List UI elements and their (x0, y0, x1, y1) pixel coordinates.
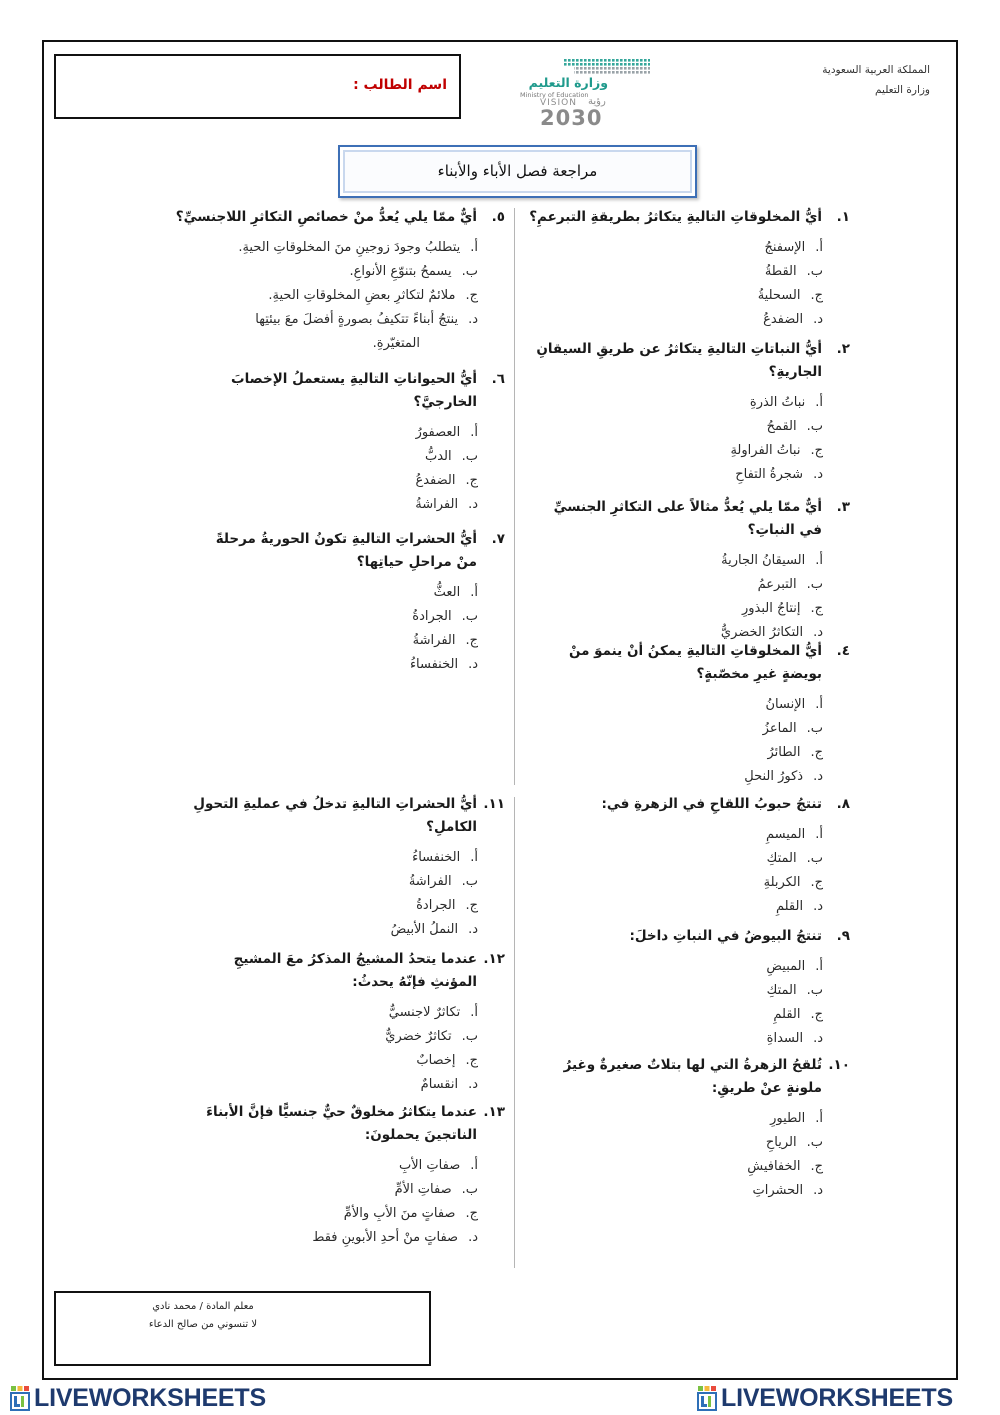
answer-option[interactable] (180, 493, 505, 517)
option-letter: ب. (461, 264, 478, 279)
answer-option[interactable] (520, 979, 850, 1003)
option-letter: د. (813, 312, 823, 327)
country-name: المملكة العربية السعودية (822, 64, 930, 76)
answer-option[interactable] (520, 1155, 850, 1179)
liveworksheets-brand-text: LIVEWORKSHEETS (721, 1384, 953, 1412)
ministry-logo (518, 56, 653, 128)
option-text: العثُّ (433, 585, 461, 600)
question-text: أيُّ الحشراتِ التاليةِ تكونُ الحوريةُ مرحلةً (215, 531, 477, 547)
question-7 (180, 528, 505, 677)
option-letter: ب. (806, 1135, 823, 1150)
answer-option[interactable] (180, 605, 505, 629)
option-text: السيقانُ الجاريةُ (721, 553, 806, 568)
option-text: الطائرُ (767, 745, 801, 760)
teacher-signature-box (54, 1291, 431, 1366)
worksheet-title: مراجعة فصل الأباء والأبناء (338, 145, 697, 198)
option-letter: ج. (465, 633, 478, 648)
question-number: ١. (836, 209, 850, 225)
question-text: الخارجيَّ؟ (413, 394, 477, 410)
option-text: التبرعمُ (757, 577, 797, 592)
answer-option[interactable] (520, 741, 850, 765)
question-stem (180, 528, 505, 551)
option-text: ذكورُ النحلِ (744, 769, 804, 784)
answer-option[interactable] (520, 260, 850, 284)
option-letter: د. (468, 1230, 478, 1245)
option-text: الإسفنجُ (764, 240, 806, 255)
answer-option[interactable] (180, 1073, 505, 1097)
question-number: ٤. (836, 643, 850, 659)
option-text: السحليةُ (757, 288, 801, 303)
option-letter: أ. (815, 1111, 823, 1126)
liveworksheets-logo-icon (10, 1385, 30, 1411)
option-letter: ج. (810, 1159, 823, 1174)
option-letter: أ. (470, 1005, 478, 1020)
logo-vision-arabic: رؤية (588, 96, 606, 107)
question-stem-continued (180, 816, 505, 839)
option-letter: أ. (815, 240, 823, 255)
option-text: القطةُ (764, 264, 797, 279)
question-stem-continued (520, 519, 850, 542)
option-letter: ب. (461, 609, 478, 624)
answer-option[interactable] (180, 284, 505, 308)
option-text: ملائمٌ لتكاثرِ بعضِ المخلوقاتِ الحيةِ. (268, 288, 456, 303)
option-text: الخنفساءُ (412, 850, 461, 865)
answer-option[interactable] (520, 895, 850, 919)
option-letter: ب. (461, 1029, 478, 1044)
option-letter: ج. (465, 1206, 478, 1221)
option-letter: ج. (810, 443, 823, 458)
option-letter: أ. (470, 1158, 478, 1173)
option-text: الفراشةُ (415, 497, 459, 512)
option-text: صفاتٍ منَ الأبِ والأمِّ (343, 1206, 456, 1221)
question-text: أيُّ الحشراتِ التاليةِ تدخلُ في عمليةِ التحولِ (193, 796, 477, 812)
option-letter: ب. (461, 1182, 478, 1197)
answer-option[interactable] (520, 236, 850, 260)
answer-option[interactable] (180, 653, 505, 677)
teacher-name: معلم المادة / محمد نادي (152, 1301, 254, 1312)
answer-option[interactable] (180, 1226, 505, 1250)
option-text: الماعزُ (762, 721, 797, 736)
liveworksheets-logo-icon (697, 1385, 717, 1411)
logo-ministry-arabic: وزارة التعليم (528, 75, 608, 90)
answer-options (180, 581, 505, 677)
question-stem-continued (180, 551, 505, 574)
option-text: الضفدعُ (763, 312, 804, 327)
question-text: تنتجُ البيوضُ في النباتِ داخلَ: (629, 928, 822, 944)
option-text: الدبُّ (424, 449, 452, 464)
option-letter: د. (468, 657, 478, 672)
question-stem (520, 1054, 850, 1077)
answer-option[interactable] (520, 693, 850, 717)
question-stem (180, 1101, 505, 1124)
option-letter: ب. (461, 874, 478, 889)
liveworksheets-brand-text: LIVEWORKSHEETS (34, 1384, 266, 1412)
answer-option-continued[interactable] (180, 332, 505, 356)
teacher-signature (118, 1298, 288, 1334)
option-letter: ج. (465, 898, 478, 913)
answer-option[interactable] (180, 445, 505, 469)
question-text: أيُّ النباتاتِ التاليةِ يتكاثرُ عن طريقِ السيقانِ (536, 341, 822, 357)
answer-options (180, 236, 505, 356)
question-number: ١٠. (828, 1057, 850, 1073)
answer-option[interactable] (180, 469, 505, 493)
option-letter: أ. (470, 240, 478, 255)
question-stem (180, 368, 505, 391)
question-text: أيُّ الحيواناتِ التاليةِ يستعملُ الإخصابَ (231, 371, 477, 387)
answer-option[interactable] (520, 847, 850, 871)
option-letter: ج. (810, 745, 823, 760)
question-number: ٩. (836, 928, 850, 944)
question-12 (180, 948, 505, 1097)
option-text: ينتجُ أبناءً تتكيفُ بصورةٍ أفضلَ معَ بيئتِها (255, 312, 459, 327)
option-letter: د. (468, 1077, 478, 1092)
option-text: العصفورُ (415, 425, 461, 440)
question-text: أيٌّ ممّا يلي يُعدُّ منْ خصائصِ التكاثرِ اللاجنسيِّ؟ (175, 209, 477, 225)
option-letter: ب. (806, 577, 823, 592)
option-text: الفراشةُ (412, 633, 456, 648)
option-letter: د. (468, 497, 478, 512)
question-number: ٦. (491, 371, 505, 387)
student-name-label: اسم الطالب : (353, 77, 447, 93)
question-stem-continued (180, 391, 505, 414)
option-text: شجرةُ التفاحِ (735, 467, 804, 482)
answer-option[interactable] (520, 439, 850, 463)
option-text: الإنسانُ (765, 697, 806, 712)
question-number: ٥. (491, 209, 505, 225)
question-number: ١١. (483, 796, 505, 812)
option-text: التكاثرُ الخضريُّ (720, 625, 804, 640)
question-text: منْ مراحلِ حياتِها؟ (356, 554, 477, 570)
column-divider-top (514, 208, 515, 785)
question-stem (180, 948, 505, 971)
question-1 (520, 206, 850, 332)
question-stem-continued (180, 1124, 505, 1147)
option-text: المتغيّرةِ. (372, 336, 420, 351)
option-text: صفاتٍ منْ أحدِ الأبوينِ فقط (312, 1230, 459, 1245)
question-6 (180, 368, 505, 517)
question-stem (520, 338, 850, 361)
question-text: الجاريةِ؟ (768, 364, 822, 380)
option-letter: أ. (815, 959, 823, 974)
answer-option[interactable] (520, 284, 850, 308)
answer-option[interactable] (520, 1107, 850, 1131)
option-text: نباتُ الذرةِ (749, 395, 806, 410)
answer-option[interactable] (180, 870, 505, 894)
option-letter: ب. (806, 721, 823, 736)
option-letter: ج. (810, 875, 823, 890)
option-text: القمحُ (766, 419, 797, 434)
option-letter: د. (468, 922, 478, 937)
answer-options (180, 1001, 505, 1097)
answer-option[interactable] (180, 1202, 505, 1226)
answer-option[interactable] (520, 823, 850, 847)
answer-option[interactable] (520, 1027, 850, 1051)
logo-vision-english: VISION (540, 98, 577, 108)
question-number: ٧. (491, 531, 505, 547)
question-stem-continued (520, 1077, 850, 1100)
option-text: يتطلبُ وجودَ زوجينِ منَ المخلوقاتِ الحيةِ. (238, 240, 461, 255)
question-9 (520, 925, 850, 1051)
question-5 (175, 206, 505, 356)
question-text: أيُّ المخلوقاتِ التاليةِ يمكنُ أنْ ينموَ منْ (568, 643, 822, 659)
answer-option[interactable] (520, 415, 850, 439)
answer-options (180, 846, 505, 942)
question-4 (520, 640, 850, 789)
question-8 (520, 793, 850, 919)
answer-option[interactable] (180, 421, 505, 445)
footer-note: لا تنسوني من صالح الدعاء (148, 1319, 258, 1330)
question-text: أيٌّ ممّا يلي يُعدُّ مثالاً على التكاثرِ الجنسيِّ (553, 499, 822, 515)
answer-options (520, 236, 850, 332)
option-letter: ب. (806, 851, 823, 866)
option-letter: أ. (815, 697, 823, 712)
question-stem-continued (520, 663, 850, 686)
question-stem (180, 793, 505, 816)
question-number: ٣. (836, 499, 850, 515)
question-13 (180, 1101, 505, 1250)
option-letter: ب. (806, 264, 823, 279)
answer-option[interactable] (180, 1049, 505, 1073)
option-letter: د. (813, 1183, 823, 1198)
answer-option[interactable] (520, 1179, 850, 1203)
question-stem (520, 793, 850, 816)
option-letter: ج. (465, 288, 478, 303)
option-text: الجرادةُ (412, 609, 452, 624)
answer-option[interactable] (520, 1003, 850, 1027)
question-text: الكاملِ؟ (426, 819, 477, 835)
question-text: ملونةٍ عنْ طريقِ: (711, 1080, 822, 1096)
option-text: الحشراتِ (752, 1183, 804, 1198)
option-text: انقسامٌ (420, 1077, 459, 1092)
answer-option[interactable] (180, 581, 505, 605)
answer-options (520, 823, 850, 919)
answer-options (520, 955, 850, 1051)
option-letter: د. (813, 769, 823, 784)
option-text: الخفافيشِ (747, 1159, 801, 1174)
option-letter: د. (813, 1031, 823, 1046)
logo-ministry-english: Ministry of Education (520, 91, 589, 99)
question-stem-continued (520, 361, 850, 384)
answer-option[interactable] (180, 629, 505, 653)
question-text: تُلقحُ الزهرةُ التي لها بتلاتٌ صغيرةٌ وغيرُ (563, 1057, 822, 1073)
question-text: بويضةٍ غيرِ مخصّبةٍ؟ (696, 666, 822, 682)
student-name-field[interactable] (54, 54, 461, 119)
answer-options (180, 421, 505, 517)
ministry-logo-pattern-icon (564, 59, 650, 76)
option-text: صفاتِ الأمِّ (394, 1182, 452, 1197)
option-letter: ب. (806, 419, 823, 434)
question-3 (520, 496, 850, 645)
question-number: ٢. (836, 341, 850, 357)
answer-option[interactable] (180, 894, 505, 918)
option-letter: ب. (806, 983, 823, 998)
answer-option[interactable] (180, 260, 505, 284)
option-text: الجرادةُ (416, 898, 456, 913)
option-text: الفراشةُ (408, 874, 452, 889)
option-text: الرياحِ (765, 1135, 797, 1150)
answer-option[interactable] (180, 1178, 505, 1202)
option-letter: ج. (810, 1007, 823, 1022)
option-letter: أ. (470, 425, 478, 440)
option-text: إنتاجُ البذورِ (741, 601, 801, 616)
answer-option[interactable] (520, 765, 850, 789)
question-number: ٨. (836, 796, 850, 812)
option-letter: أ. (815, 827, 823, 842)
option-text: الضفدعُ (415, 473, 456, 488)
answer-option[interactable] (520, 573, 850, 597)
option-letter: أ. (470, 585, 478, 600)
answer-option[interactable] (180, 236, 505, 260)
option-text: صفاتِ الأبِ (399, 1158, 461, 1173)
answer-option[interactable] (180, 846, 505, 870)
option-text: المتكِ (766, 851, 797, 866)
option-letter: ج. (810, 601, 823, 616)
answer-option[interactable] (520, 463, 850, 487)
question-stem (520, 640, 850, 663)
option-text: يسمحُ بتنوّعِ الأنواعِ. (349, 264, 452, 279)
option-text: المبيضِ (766, 959, 806, 974)
answer-options (180, 1154, 505, 1250)
option-text: الميسمِ (765, 827, 806, 842)
answer-options (520, 693, 850, 789)
question-text: عندما يتحدُ المشيجُ المذكرُ معَ المشيجِ (233, 951, 477, 967)
option-text: تكاثرٌ لاجنسيٌّ (388, 1005, 461, 1020)
option-letter: د. (813, 899, 823, 914)
answer-option[interactable] (520, 717, 850, 741)
answer-option[interactable] (520, 308, 850, 332)
option-text: القلمِ (775, 899, 804, 914)
question-stem (520, 206, 850, 229)
question-2 (520, 338, 850, 487)
option-letter: ج. (465, 473, 478, 488)
ministry-name: وزارة التعليم (875, 84, 930, 96)
question-number: ١٢. (483, 951, 505, 967)
question-text: المؤنثِ فإنّهُ يحدثُ: (352, 974, 477, 990)
question-text: في النباتِ؟ (747, 522, 822, 538)
option-text: المتكِ (766, 983, 797, 998)
question-stem (520, 496, 850, 519)
answer-option[interactable] (520, 871, 850, 895)
question-stem (175, 206, 505, 229)
option-letter: أ. (470, 850, 478, 865)
question-11 (180, 793, 505, 942)
answer-option[interactable] (180, 918, 505, 942)
answer-option[interactable] (180, 1154, 505, 1178)
option-text: الكربلةِ (763, 875, 801, 890)
question-text: عندما يتكاثرُ مخلوقٌ حيٌّ جنسيًّا فإنَّ الأبناءَ (206, 1104, 477, 1120)
option-letter: د. (813, 467, 823, 482)
option-letter: د. (468, 312, 478, 327)
gov-header (822, 60, 930, 100)
option-text: القلمِ (773, 1007, 801, 1022)
answer-option[interactable] (520, 1131, 850, 1155)
option-letter: أ. (815, 553, 823, 568)
answer-option[interactable] (520, 391, 850, 415)
column-divider-bottom (514, 797, 515, 1268)
answer-option[interactable] (520, 597, 850, 621)
option-text: الطيورِ (770, 1111, 806, 1126)
answer-option[interactable] (180, 308, 505, 332)
answer-options (520, 1107, 850, 1203)
option-text: نباتُ الفراولةِ (730, 443, 801, 458)
question-stem-continued (180, 971, 505, 994)
logo-vision-year: 2030 (540, 106, 603, 130)
answer-option[interactable] (180, 1001, 505, 1025)
option-letter: أ. (815, 395, 823, 410)
question-stem (520, 925, 850, 948)
option-text: تكاثرٌ خضريٌّ (385, 1029, 452, 1044)
question-text: أيُّ المخلوقاتِ التاليةِ يتكاثرُ بطريقةِ التبرعمِ؟ (529, 209, 822, 225)
question-10 (520, 1054, 850, 1203)
option-text: النملُ الأبيضُ (390, 922, 459, 937)
question-number: ١٣. (483, 1104, 505, 1120)
option-text: إخصابٌ (416, 1053, 456, 1068)
option-text: الخنفساءُ (409, 657, 459, 672)
option-letter: د. (813, 625, 823, 640)
answer-option[interactable] (520, 549, 850, 573)
answer-options (520, 391, 850, 487)
option-letter: ب. (461, 449, 478, 464)
option-letter: ج. (810, 288, 823, 303)
answer-options (520, 549, 850, 645)
answer-option[interactable] (180, 1025, 505, 1049)
answer-option[interactable] (520, 955, 850, 979)
question-text: تنتجُ حبوبُ اللقاحِ في الزهرةِ في: (601, 796, 822, 812)
question-text: الناتجينَ يحملونَ: (364, 1127, 477, 1143)
option-text: السداةِ (766, 1031, 804, 1046)
option-letter: ج. (465, 1053, 478, 1068)
